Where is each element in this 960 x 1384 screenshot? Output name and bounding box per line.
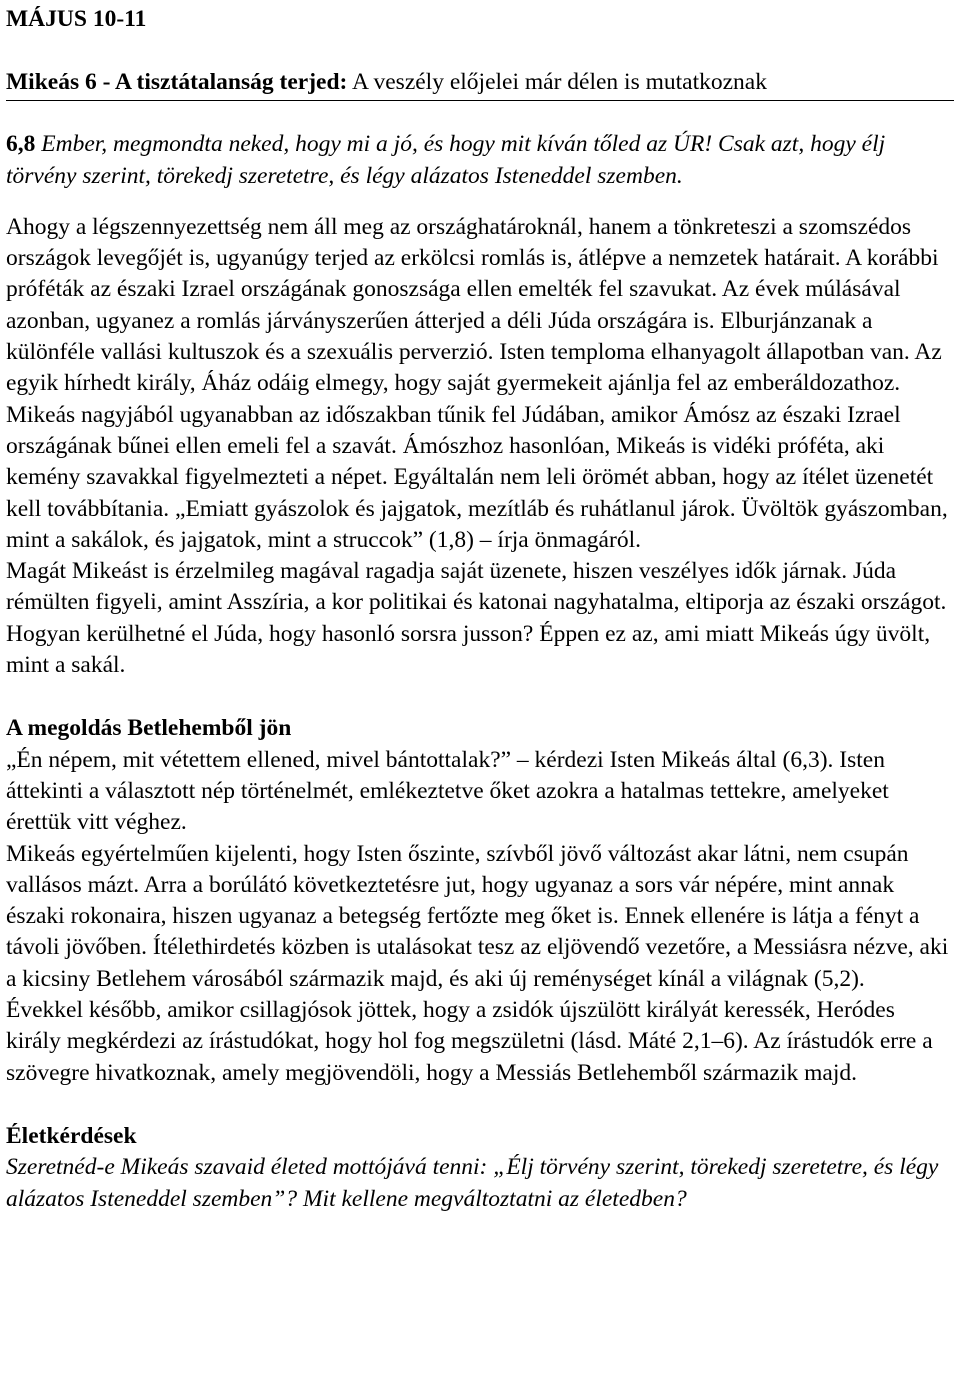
key-verse: [6, 129, 954, 192]
body-paragraph: Évekkel később, amikor csillagjósok jöttek, hogy a zsidók újszülött királyát keressék, Heródes király megkérdezi az írástudókat, hogy hol fog megszületni (lásd. Máté 2,1–6). Az írástudók erre a szövegre hivatkoznak, amely megjövendöli, hogy a Messiás Betlehemből származik majd.: [6, 997, 933, 1086]
body-paragraph: Ahogy a légszennyezettség nem áll meg az országhatároknál, hanem a tönkreteszi a szomszédos országok levegőjét is, ugyanúgy terjed az erkölcsi romlás is, átlépve a nemzetek határait. A korábbi próféták az északi Izrael országának gonoszsága ellen emelték fel szavukat. Az évek múlásával azonban, ugyanez a romlás járványszerűen átterjed a déli Júda országára is. Elburjánzanak a különféle vallási kultuszok és a szexuális perverzió. Isten temploma elhanyagolt állapotban van. Az egyik hírhedt király, Áház odáig elmegy, hogy saját gyermekeit ajánlja fel az emberáldozathoz. Mikeás nagyjából ugyanabban az időszakban tűnik fel Júdában, amikor Ámósz az északi Izrael országának bűnei ellen emeli fel a szavát. Ámószhoz hasonlóan, Mikeás is vidéki próféta, aki kemény szavakkal figyelmezteti a népet. Egyáltalán nem leli örömét abban, hogy az ítélet üzenetét kell továbbítania. „Emiatt gyászolok és jajgatok, mezítláb és ruhátlanul járok. Üvöltök gyászomban, mint a sakálok, és jajgatok, mint a struccok” (1,8) – írja önmagáról.: [6, 213, 948, 553]
date-heading: MÁJUS 10-11: [6, 6, 147, 32]
body-paragraph: Mikeás egyértelműen kijelenti, hogy Isten őszinte, szívből jövő változást akar látni, nem csupán vallásos mázt. Arra a borúlátó következtetésre jut, hogy ugyanaz a sors vár népére, mint annak északi rokonaira, hiszen ugyanaz a betegség fertőzte meg őket is. Ennek ellenére is látja a fényt a távoli jövőben. Ítélethirdetés közben is utalásokat tesz az eljövendő vezetőre, a Messiásra nézve, aki a kicsiny Betlehem városából származik majd, és aki új reménységet kínál a világnak (5,2).: [6, 840, 949, 992]
section-title: Életkérdések: [6, 1122, 137, 1149]
verse-reference: 6,8: [6, 131, 36, 158]
body-paragraph: Magát Mikeást is érzelmileg magával ragadja saját üzenete, hiszen veszélyes idők járnak. Júda rémülten figyeli, amint Asszíria, a kor politikai és katonai nagyhatalma, eltiporja az északi országot. Hogyan kerülhetné el Júda, hogy hasonló sorsra jusson? Éppen ez az, ami miatt Mikeás úgy üvölt, mint a sakál.: [6, 558, 947, 679]
headline-subtitle: A veszély előjelei már délen is mutatkoznak: [347, 69, 767, 95]
verse-text: Ember, megmondta neked, hogy mi a jó, és hogy mit kíván tőled az ÚR! Csak azt, hogy élj törvény szerint, törekedj szeretetre, és légy alázatos Isteneddel szemben.: [6, 131, 886, 189]
body-paragraph: „Én népem, mit vétettem ellened, mivel bántottalak?” – kérdezi Isten Mikeás által (6,3). Isten áttekinti a választott nép történelmét, emlékeztetve őket azokra a hatalmas tettekre, amelyeket érettük vitt véghez.: [6, 746, 889, 836]
chapter-headline: [6, 67, 954, 101]
life-question: Szeretnéd-e Mikeás szavaid életed mottójává tenni: „Élj törvény szerint, törekedj szeretetre, és légy alázatos Isteneddel szemben”? Mit kellene megváltoztatni az életedben?: [6, 1154, 939, 1212]
headline-title: Mikeás 6 - A tisztátalanság terjed:: [6, 69, 348, 95]
section-title: A megoldás Betlehemből jön: [6, 715, 292, 742]
